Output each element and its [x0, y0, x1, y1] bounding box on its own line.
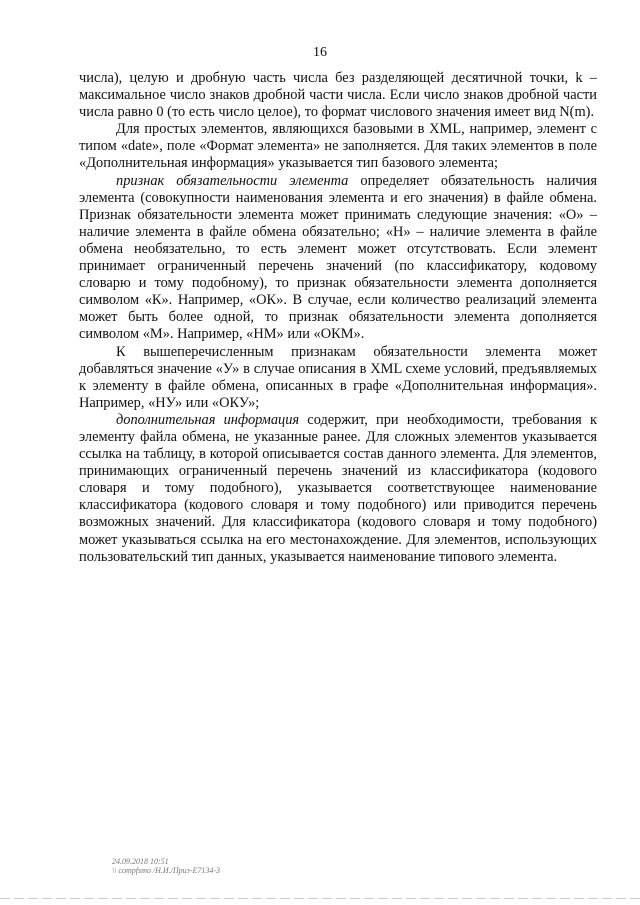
paragraph-additional-info: [79, 412, 597, 566]
print-file-path: \\ compfsmo /Н.И./Приз-Е7134-3: [112, 866, 220, 875]
term-additional-info: дополнительная информация: [116, 411, 300, 428]
term-mandatory-attribute: признак обязательности элемента: [116, 172, 349, 189]
print-footer: [112, 857, 220, 875]
paragraph-condition-value: К вышеперечисленным признакам обязательности элемента может добавляться значение «У» в случае описания в XML схеме условий, предъявляемых к элементу в файле обмена, описанных в графе «Дополнительная информация». Например, «НУ» или «ОКУ»;: [79, 343, 597, 411]
paragraph-mandatory-attribute: [79, 173, 597, 344]
paragraph-mandatory-attribute-text: определяет обязательность наличия элемента (совокупности наименования элемента и его значения) в файле обмена. Признак обязательности элемента может принимать следующие значения: «О» – наличие элемента в файле обмена обязательно; «Н» – наличие элемента в файле обмена необязательно, то есть элемент может отсутствовать. Если элемент принимает ограниченный перечень значений (по классификатору, кодовому словарю и тому подобному), то признак обязательности элемента дополняется символом «К». Например, «ОК». В случае, если количество реализаций элемента может быть более одной, то признак обязательности элемента дополняется символом «М». Например, «НМ» или «ОКМ».: [79, 172, 597, 343]
paragraph-additional-info-text: содержит, при необходимости, требования к элементу файла обмена, не указанные ранее. Для сложных элементов указывается ссылка на таблицу, в которой описывается состав данного элемента. Для элементов, принимающих ограниченный перечень значений из классификатора (кодового словаря и тому подобного), указывается соответствующее наименование классификатора (кодового словаря и тому подобного) или приводится перечень возможных значений. Для классификатора (кодового словаря и тому подобного) может указываться ссылка на его местонахождение. Для элементов, использующих пользовательский тип данных, указывается наименование типового элемента.: [79, 411, 597, 565]
print-timestamp: 24.09.2018 10:51: [112, 857, 169, 866]
paragraph-continuation: числа), целую и дробную часть числа без разделяющей десятичной точки, k – максимальное число знаков дробной части числа. Если число знаков дробной части числа равно 0 (то есть число целое), то формат числового значения имеет вид N(m).: [79, 70, 597, 121]
page-number: 16: [313, 45, 327, 60]
paragraph-base-elements: Для простых элементов, являющихся базовыми в XML, например, элемент с типом «date», поле «Формат элемента» не заполняется. Для таких элементов в поле «Дополнительная информация» указывается тип базового элемента;: [79, 121, 597, 172]
document-body: [79, 70, 597, 566]
scan-edge-divider: [0, 898, 640, 899]
